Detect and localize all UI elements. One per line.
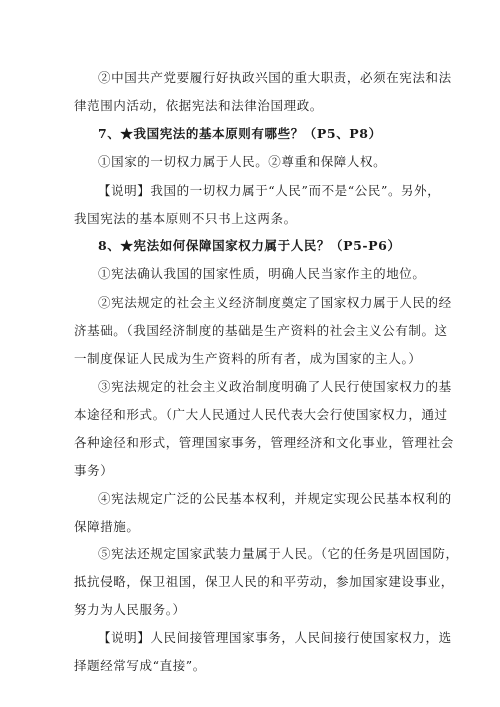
heading-text: 8、★宪法如何保障国家权力属于人民？（P5-P6） (98, 238, 401, 253)
text-line: 努力为人民服务。） (74, 602, 186, 617)
paragraph-point-1 (74, 260, 434, 288)
text-line: ④宪法规定广泛的公民基本权利，并规定实现公民基本权利的 (98, 491, 452, 506)
paragraph-point-3 (74, 373, 454, 485)
text-line: ②宪法规定的社会主义经济制度奠定了国家权力属于人民的经 (98, 295, 452, 310)
heading-question-8 (74, 232, 434, 260)
paragraph-principles (74, 148, 434, 176)
text-line: ①国家的一切权力属于人民。②尊重和保障人权。 (98, 154, 387, 169)
text-line: ③宪法规定的社会主义政治制度明确了人民行使国家权力的基 (98, 379, 452, 394)
paragraph-point-4 (74, 485, 452, 541)
heading-question-7 (74, 120, 434, 148)
text-line: ①宪法确认我国的国家性质，明确人民当家作主的地位。 (98, 266, 426, 281)
text-line: 保障措施。 (74, 519, 140, 534)
paragraph-note-people (74, 177, 441, 233)
paragraph-party-duty (74, 64, 452, 120)
paragraph-point-5 (74, 540, 459, 624)
text-line: 择题经常写成“直接”。 (74, 658, 206, 673)
paragraph-point-2 (74, 289, 452, 373)
text-line: 【说明】我国的一切权力属于“人民”而不是“公民”。另外， (98, 183, 441, 198)
text-line: 济基础。（我国经济制度的基础是生产资料的社会主义公有制。这 (74, 323, 448, 338)
text-line: 【说明】人民间接管理国家事务，人民间接行使国家权力，选 (98, 630, 452, 645)
text-line: 我国宪法的基本原则不只书上这两条。 (74, 211, 297, 226)
text-line: ②中国共产党要履行好执政兴国的重大职责，必须在宪法和法 (98, 70, 452, 85)
text-line: 本途径和形式。（广大人民通过人民代表大会行使国家权力，通过 (74, 407, 448, 422)
text-line: 一制度保证人民成为生产资料的所有者，成为国家的主人。） (74, 351, 422, 366)
text-line: ⑤宪法还规定国家武装力量属于人民。（它的任务是巩固国防， (98, 546, 459, 561)
text-line: 抵抗侵略，保卫祖国，保卫人民的和平劳动，参加国家建设事业， (74, 574, 454, 589)
text-line: 各种途径和形式，管理国家事务，管理经济和文化事业，管理社会 (74, 435, 454, 450)
paragraph-note-indirect (74, 624, 452, 680)
text-line: 事务） (74, 463, 114, 478)
heading-text: 7、★我国宪法的基本原则有哪些？（P5、P8） (98, 126, 382, 141)
text-line: 律范围内活动，依据宪法和法律治国理政。 (74, 98, 323, 113)
